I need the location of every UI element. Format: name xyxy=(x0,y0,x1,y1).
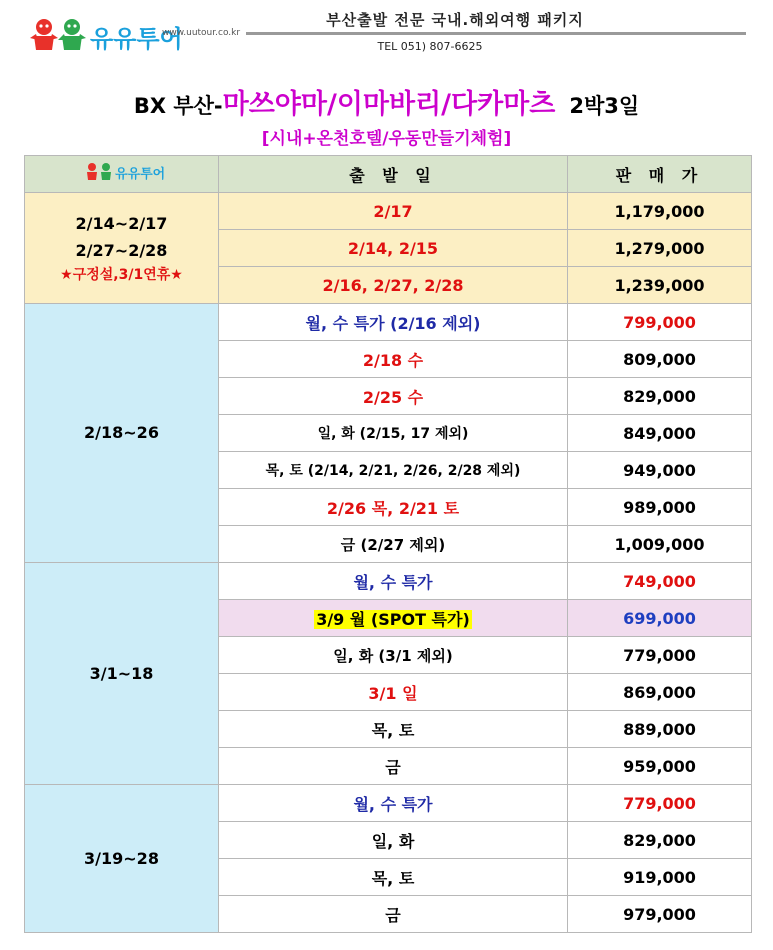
title-prefix: BX 부산- xyxy=(133,94,223,118)
period-note: ★구정설,3/1연휴★ xyxy=(60,266,183,283)
date-cell: 금 xyxy=(219,896,568,933)
page-subtitle: [시내+온천호텔/우동만들기체험] xyxy=(261,129,512,149)
price-cell: 889,000 xyxy=(568,711,752,748)
price-cell: 809,000 xyxy=(568,341,752,378)
price-cell: 869,000 xyxy=(568,674,752,711)
header-tagline: 부산출발 전문 국내.해외여행 패키지 xyxy=(326,11,584,29)
date-cell: 일, 화 xyxy=(219,822,568,859)
price-cell: 699,000 xyxy=(568,600,752,637)
price-cell: 1,239,000 xyxy=(568,267,752,304)
uutour-logo xyxy=(30,16,183,54)
table-row xyxy=(25,193,752,230)
uutour-small-logo-icon xyxy=(85,162,165,182)
date-cell: 2/14, 2/15 xyxy=(219,230,568,267)
price-cell: 979,000 xyxy=(568,896,752,933)
price-cell: 1,279,000 xyxy=(568,230,752,267)
date-cell: 월, 수 특가 xyxy=(219,563,568,600)
table-row xyxy=(25,304,752,341)
price-cell: 959,000 xyxy=(568,748,752,785)
date-cell: 2/25 수 xyxy=(219,378,568,415)
date-cell: 금 xyxy=(219,748,568,785)
date-cell: 일, 화 (3/1 제외) xyxy=(219,637,568,674)
price-cell: 1,179,000 xyxy=(568,193,752,230)
header-phone: TEL 051) 807-6625 xyxy=(377,40,483,53)
brand-text: 유유투어 xyxy=(90,25,183,53)
price-cell: 989,000 xyxy=(568,489,752,526)
price-cell: 799,000 xyxy=(568,304,752,341)
price-cell: 919,000 xyxy=(568,859,752,896)
date-cell: 2/26 목, 2/21 토 xyxy=(219,489,568,526)
header-departure: 출 발 일 xyxy=(219,156,568,193)
price-cell: 829,000 xyxy=(568,822,752,859)
date-cell: 목, 토 xyxy=(219,859,568,896)
date-cell: 월, 수 특가 xyxy=(219,785,568,822)
table-row xyxy=(25,563,752,600)
date-cell: 목, 토 xyxy=(219,711,568,748)
period-cell xyxy=(25,193,219,304)
price-cell: 849,000 xyxy=(568,415,752,452)
table-logo-cell xyxy=(25,156,219,193)
period-cell: 3/1~18 xyxy=(25,563,219,785)
date-cell: 2/18 수 xyxy=(219,341,568,378)
title-duration: 2박3일 xyxy=(569,94,640,118)
date-cell: 2/17 xyxy=(219,193,568,230)
date-cell xyxy=(219,600,568,637)
page-title xyxy=(0,82,773,121)
spot-highlight: 3/9 월 (SPOT 특가) xyxy=(316,609,470,629)
price-cell: 779,000 xyxy=(568,785,752,822)
table-row xyxy=(25,785,752,822)
header-rule xyxy=(246,32,746,35)
price-cell: 829,000 xyxy=(568,378,752,415)
price-cell: 779,000 xyxy=(568,637,752,674)
price-cell: 949,000 xyxy=(568,452,752,489)
price-table xyxy=(24,155,752,933)
period-cell: 3/19~28 xyxy=(25,785,219,933)
date-cell: 2/16, 2/27, 2/28 xyxy=(219,267,568,304)
header-price: 판 매 가 xyxy=(568,156,752,193)
date-cell: 목, 토 (2/14, 2/21, 2/26, 2/28 제외) xyxy=(219,452,568,489)
svg-text:유유투어: 유유투어 xyxy=(114,167,165,182)
table-header-row xyxy=(25,156,752,193)
period-label-line: 2/14~2/17 xyxy=(75,213,168,233)
date-cell: 금 (2/27 제외) xyxy=(219,526,568,563)
price-cell: 1,009,000 xyxy=(568,526,752,563)
period-cell: 2/18~26 xyxy=(25,304,219,563)
date-cell: 일, 화 (2/15, 17 제외) xyxy=(219,415,568,452)
title-destinations: 마쓰야마/이마바리/다카마츠 xyxy=(222,89,556,120)
date-cell: 월, 수 특가 (2/16 제외) xyxy=(219,304,568,341)
price-cell: 749,000 xyxy=(568,563,752,600)
date-cell: 3/1 일 xyxy=(219,674,568,711)
site-url: www.uutour.co.kr xyxy=(162,28,241,38)
period-label-line: 2/27~2/28 xyxy=(75,240,168,260)
